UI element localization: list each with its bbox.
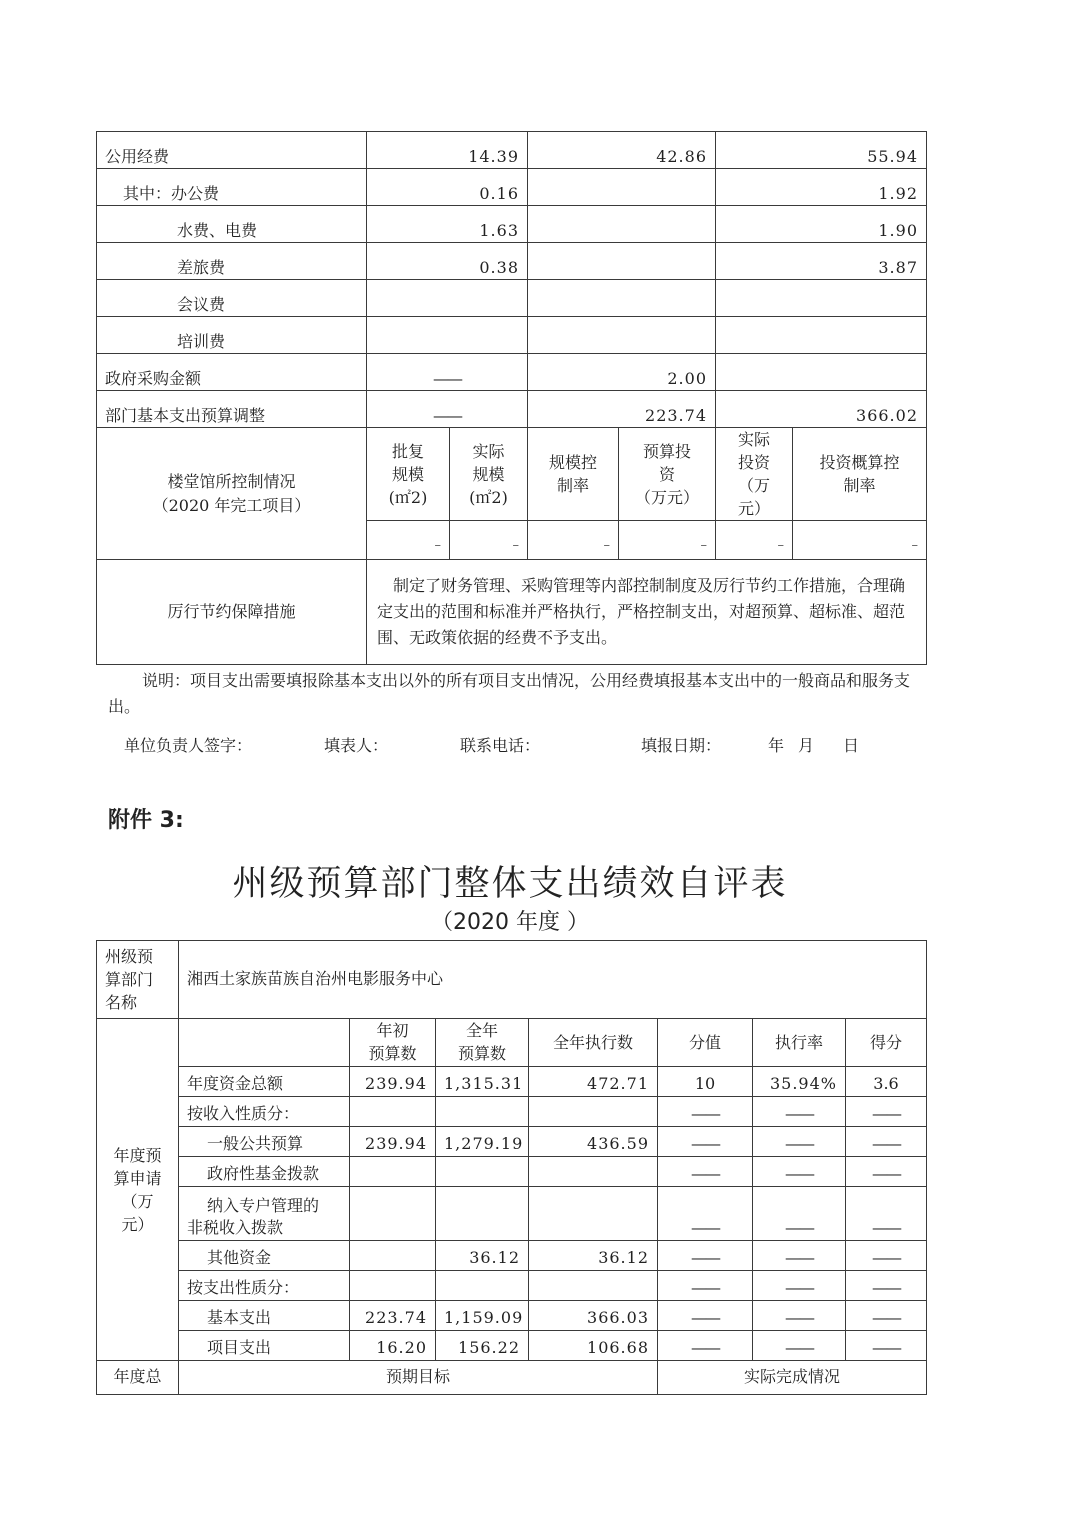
table-row [97, 132, 927, 169]
cell-value: —— [753, 1301, 846, 1331]
cell-value: 35.94% [753, 1067, 846, 1097]
dept-label [97, 941, 179, 1019]
cell-value [529, 1187, 658, 1241]
cell-value: 1,159.09 [436, 1301, 529, 1331]
building-label-line1: 楼堂馆所控制情况 [167, 471, 296, 491]
table-row [97, 1187, 927, 1241]
row-label: 部门基本支出预算调整 [97, 391, 367, 428]
cell-value [716, 354, 927, 391]
cell-value: – [619, 521, 716, 560]
cell-value: 14.39 [367, 132, 528, 169]
phone-label: 联系电话： [460, 736, 541, 755]
header-text: 实际 [737, 430, 770, 449]
cell-value: 156.22 [436, 1331, 529, 1361]
header-actual-investment [716, 428, 793, 521]
cell-value: – [716, 521, 793, 560]
saving-measures-text: 制定了财务管理、采购管理等内部控制制度及厉行节约工作措施，合理确定支出的范围和标准并严格执行，严格控制支出，对超预算、超标准、超范围、无政策依据的经费不予支出。 [367, 560, 927, 665]
table-row [97, 1301, 927, 1331]
cell-value: 1.63 [367, 206, 528, 243]
cell-value [350, 1271, 436, 1301]
header-text: 年初 [376, 1021, 409, 1040]
table-row [97, 1097, 927, 1127]
page-subtitle: （2020 年度 ） [431, 910, 589, 935]
table-row [97, 317, 927, 354]
table-row [97, 1331, 927, 1361]
cell-value: 472.71 [529, 1067, 658, 1097]
attachment-label: 附件 3: [108, 808, 184, 833]
table-row [97, 1127, 927, 1157]
row-label: 基本支出 [179, 1301, 350, 1331]
cell-value [436, 1097, 529, 1127]
cell-value: —— [846, 1187, 927, 1241]
header-execution-rate: 执行率 [753, 1019, 846, 1067]
label-text: 州级预 [105, 947, 154, 966]
header-text: 批复 [391, 441, 424, 461]
header-score: 得分 [846, 1019, 927, 1067]
date-label: 填报日期： [641, 736, 722, 755]
cell-value: 223.74 [528, 391, 716, 428]
annual-goal-label: 年度总 [97, 1361, 179, 1395]
header-text: 元） [737, 499, 770, 518]
label-text: 算申请 [113, 1168, 162, 1188]
table-row [97, 1067, 927, 1097]
row-label: 年度资金总额 [179, 1067, 350, 1097]
cell-value [716, 317, 927, 354]
cell-value: —— [753, 1187, 846, 1241]
cell-value: 106.68 [529, 1331, 658, 1361]
row-label: 会议费 [97, 280, 367, 317]
cell-value: —— [753, 1241, 846, 1271]
cell-value: —— [658, 1157, 753, 1187]
cell-value: 366.02 [716, 391, 927, 428]
cell-value: 1.92 [716, 169, 927, 206]
header-investment-control-rate [793, 428, 927, 521]
cell-value: 42.86 [528, 132, 716, 169]
building-label-line2: （2020 年完工项目） [152, 495, 311, 515]
cell-value: —— [753, 1271, 846, 1301]
row-label [179, 1187, 350, 1241]
cell-value [529, 1271, 658, 1301]
cell-value: 1,279.19 [436, 1127, 529, 1157]
header-executed: 全年执行数 [529, 1019, 658, 1067]
cell-value: —— [846, 1301, 927, 1331]
cell-value: —— [658, 1331, 753, 1361]
cell-value [436, 1157, 529, 1187]
cell-value: – [450, 521, 528, 560]
saving-measures-row [97, 560, 927, 665]
table-row [97, 1271, 927, 1301]
cell-value: —— [846, 1127, 927, 1157]
annual-goal-row [97, 1361, 927, 1395]
header-text: （万 [737, 476, 770, 495]
page-title: 州级预算部门整体支出绩效自评表 [232, 864, 788, 904]
table-row [97, 280, 927, 317]
cell-value: 1,315.31 [436, 1067, 529, 1097]
label-text: 元） [121, 1214, 154, 1234]
header-text: 规模 [472, 464, 505, 484]
cell-value: – [528, 521, 619, 560]
table-row [97, 169, 927, 206]
cell-value: 436.59 [529, 1127, 658, 1157]
column-header-row [97, 1019, 927, 1067]
header-text: (㎡2) [388, 487, 428, 507]
header-text: (㎡2) [469, 487, 508, 507]
row-label: 政府性基金拨款 [179, 1157, 350, 1187]
cell-value: – [367, 521, 450, 560]
day-label: 日 [843, 736, 860, 755]
cell-value [350, 1097, 436, 1127]
cell-value [529, 1157, 658, 1187]
cell-value: —— [658, 1301, 753, 1331]
header-text: 实际 [472, 441, 505, 461]
row-label: 政府采购金额 [97, 354, 367, 391]
header-full-year-budget [436, 1019, 529, 1067]
header-text: 制率 [556, 476, 589, 495]
building-header-row [97, 428, 927, 521]
cell-value: —— [846, 1271, 927, 1301]
cell-value [528, 280, 716, 317]
cell-value [436, 1271, 529, 1301]
cell-value: 3.87 [716, 243, 927, 280]
cell-value: —— [846, 1157, 927, 1187]
header-budget-investment [619, 428, 716, 521]
cell-value: 36.12 [436, 1241, 529, 1271]
cell-value [716, 280, 927, 317]
cell-value: 36.12 [529, 1241, 658, 1271]
cell-value: – [793, 521, 927, 560]
header-text: 投资概算控 [819, 453, 900, 472]
cell-value: —— [658, 1187, 753, 1241]
cell-value: —— [753, 1331, 846, 1361]
cell-value: —— [658, 1241, 753, 1271]
building-label [97, 428, 367, 560]
row-label: 按支出性质分： [179, 1271, 350, 1301]
filler-label: 填表人： [324, 736, 389, 755]
saving-measures-label: 厉行节约保障措施 [97, 560, 367, 665]
cell-value: 239.94 [350, 1067, 436, 1097]
header-text: 投资 [737, 453, 770, 472]
header-actual-scale [450, 428, 528, 521]
cell-value: 3.6 [846, 1067, 927, 1097]
cell-value [367, 317, 528, 354]
row-label: 按收入性质分： [179, 1097, 350, 1127]
cell-value: —— [367, 354, 528, 391]
header-initial-budget [350, 1019, 436, 1067]
cell-value: 1.90 [716, 206, 927, 243]
header-text: 规模控 [548, 453, 597, 472]
performance-self-evaluation-table [96, 940, 927, 1395]
header-blank [179, 1019, 350, 1067]
header-text: 制率 [843, 476, 876, 495]
label-text: （万 [121, 1191, 154, 1211]
cell-value: 223.74 [350, 1301, 436, 1331]
budget-label [97, 1019, 179, 1361]
dept-name: 湘西土家族苗族自治州电影服务中心 [179, 941, 927, 1019]
cell-value: —— [367, 391, 528, 428]
cell-value: —— [846, 1241, 927, 1271]
cell-value: 366.03 [529, 1301, 658, 1331]
leader-signature-label: 单位负责人签字： [124, 736, 253, 755]
label-text: 纳入专户管理的 [207, 1196, 320, 1215]
label-text: 算部门 [105, 970, 154, 989]
year-label: 年 [768, 736, 785, 755]
row-label: 项目支出 [179, 1331, 350, 1361]
cell-value: 55.94 [716, 132, 927, 169]
header-score-value: 分值 [658, 1019, 753, 1067]
cell-value: 2.00 [528, 354, 716, 391]
cell-value: —— [846, 1331, 927, 1361]
cell-value [528, 169, 716, 206]
header-approved-scale [367, 428, 450, 521]
cell-value [350, 1187, 436, 1241]
label-text: 非税收入拨款 [187, 1218, 284, 1237]
table-row [97, 1241, 927, 1271]
cell-value: 16.20 [350, 1331, 436, 1361]
cell-value: —— [658, 1127, 753, 1157]
cell-value [350, 1157, 436, 1187]
cell-value: —— [753, 1097, 846, 1127]
dept-row [97, 941, 927, 1019]
table-row [97, 206, 927, 243]
table-row [97, 391, 927, 428]
header-text: 预算数 [368, 1044, 417, 1063]
header-scale-control-rate [528, 428, 619, 521]
row-label: 差旅费 [97, 243, 367, 280]
row-label: 其他资金 [179, 1241, 350, 1271]
month-label: 月 [798, 736, 815, 755]
header-text: 全年 [465, 1021, 498, 1040]
row-label: 其中：办公费 [97, 169, 367, 206]
table-row [97, 243, 927, 280]
cell-value: 10 [658, 1067, 753, 1097]
cell-value: 239.94 [350, 1127, 436, 1157]
header-text: 预算数 [457, 1044, 506, 1063]
expected-goal-header: 预期目标 [179, 1361, 658, 1395]
label-text: 年度预 [113, 1145, 162, 1165]
table-row [97, 354, 927, 391]
table-row [97, 1157, 927, 1187]
row-label: 水费、电费 [97, 206, 367, 243]
cell-value: —— [658, 1097, 753, 1127]
cell-value [528, 317, 716, 354]
actual-completion-header: 实际完成情况 [658, 1361, 927, 1395]
note-text: 说明：项目支出需要填报除基本支出以外的所有项目支出情况，公用经费填报基本支出中的一般商品和服务支出。 [108, 671, 911, 716]
cell-value [350, 1241, 436, 1271]
cell-value: —— [753, 1127, 846, 1157]
cell-value [436, 1187, 529, 1241]
cell-value [367, 280, 528, 317]
cell-value: 0.16 [367, 169, 528, 206]
header-text: 规模 [391, 464, 424, 484]
row-label: 一般公共预算 [179, 1127, 350, 1157]
header-text: 预算投 [642, 441, 691, 461]
header-text: （万元） [634, 487, 699, 507]
cell-value: —— [753, 1157, 846, 1187]
row-label: 公用经费 [97, 132, 367, 169]
cell-value: 0.38 [367, 243, 528, 280]
cell-value: —— [658, 1271, 753, 1301]
cell-value: —— [846, 1097, 927, 1127]
cell-value [528, 206, 716, 243]
cell-value [528, 243, 716, 280]
cell-value [529, 1097, 658, 1127]
expenditure-detail-table [96, 131, 927, 665]
header-text: 资 [658, 464, 675, 484]
label-text: 名称 [105, 993, 138, 1012]
row-label: 培训费 [97, 317, 367, 354]
